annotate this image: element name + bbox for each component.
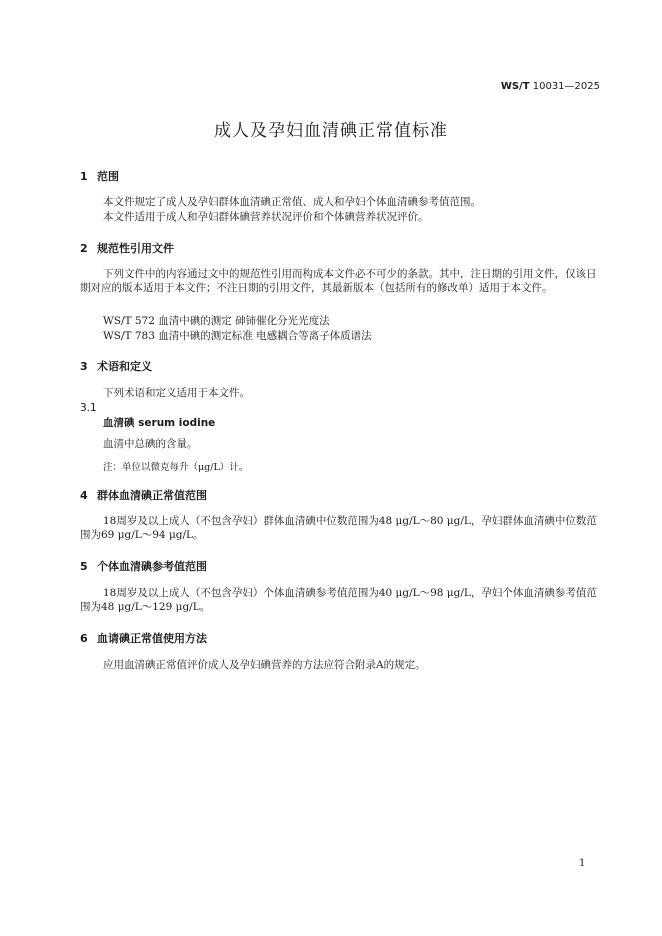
reference-item: WS/T 572 血清中碘的测定 砷铈催化分光光度法 — [103, 315, 330, 327]
section-6-heading — [80, 630, 207, 646]
section-number: 2 — [80, 242, 88, 255]
document-title: 成人及孕妇血清碘正常值标准 — [214, 121, 448, 141]
section-title: 范围 — [97, 170, 119, 183]
section-5-paragraph: 18周岁及以上成人（不包含孕妇）个体血清碘参考值范围为40 μg/L～98 μg/L，孕妇个体血清碘参考值范围为48 μg/L～129 μg/L。 — [80, 587, 597, 613]
section-title: 个体血清碘参考值范围 — [97, 560, 207, 573]
standard-number: 10031—2025 — [532, 81, 600, 92]
page-number: 1 — [579, 858, 586, 869]
section-2-paragraph: 下列文件中的内容通过文中的规范性引用而构成本文件必不可少的条款。其中，注日期的引用文件，仅该日期对应的版本适用于本文件；不注日期的引用文件，其最新版本（包括所有的修改单）适用于本文件。 — [80, 268, 597, 294]
section-number: 5 — [80, 560, 88, 573]
section-number: 1 — [80, 170, 88, 183]
section-title: 群体血清碘正常值范围 — [97, 489, 207, 502]
section-1-heading — [80, 168, 119, 184]
section-6-paragraph: 应用血清碘正常值评价成人及孕妇碘营养的方法应符合附录A的规定。 — [103, 659, 426, 671]
reference-item: WS/T 783 血清中碘的测定标准 电感耦合等离子体质谱法 — [103, 330, 372, 342]
section-1-paragraph-1: 本文件规定了成人及孕妇群体血清碘正常值、成人和孕妇个体血清碘参考值范围。 — [103, 196, 481, 208]
section-3-heading — [80, 358, 152, 374]
section-3-paragraph: 下列术语和定义适用于本文件。 — [103, 387, 250, 399]
standard-prefix: WS/T — [500, 81, 530, 92]
section-title: 术语和定义 — [97, 360, 152, 373]
section-number: 4 — [80, 489, 88, 502]
section-2-heading — [80, 240, 174, 256]
term-number: 3.1 — [80, 402, 97, 414]
term-definition: 血清中总碘的含量。 — [103, 438, 198, 450]
section-1-paragraph-2: 本文件适用于成人和孕妇群体碘营养状况评价和个体碘营养状况评价。 — [103, 211, 429, 223]
section-4-paragraph: 18周岁及以上成人（不包含孕妇）群体血清碘中位数范围为48 μg/L～80 μg/L，孕妇群体血清碘中位数范围为69 μg/L～94 μg/L。 — [80, 515, 597, 541]
standard-code — [501, 81, 600, 92]
section-5-heading — [80, 558, 207, 574]
section-title: 规范性引用文件 — [97, 242, 174, 255]
section-4-heading — [80, 487, 207, 503]
term-note: 注：单位以微克每升（μg/L）计。 — [103, 462, 249, 473]
term-name: 血清碘 serum iodine — [103, 417, 216, 429]
section-title: 血请碘正常值使用方法 — [97, 632, 207, 645]
section-number: 6 — [80, 632, 88, 645]
section-number: 3 — [80, 360, 88, 373]
